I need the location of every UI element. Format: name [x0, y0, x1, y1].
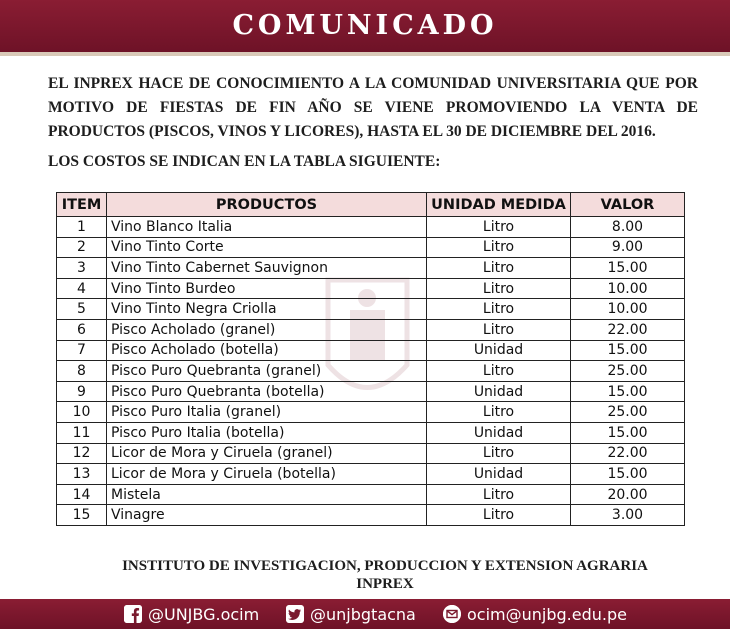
item-number-cell: 2: [57, 237, 107, 258]
product-name-cell: Licor de Mora y Ciruela (botella): [107, 464, 427, 485]
price-cell: 25.00: [571, 361, 685, 382]
unit-cell: Litro: [427, 443, 571, 464]
item-number-cell: 4: [57, 278, 107, 299]
product-name-cell: Vino Tinto Negra Criolla: [107, 299, 427, 320]
column-header-value: VALOR: [571, 193, 685, 217]
table-intro-note: LOS COSTOS SE INDICAN EN LA TABLA SIGUIENTE:: [48, 153, 441, 170]
table-body: [57, 217, 685, 526]
column-header-products: PRODUCTOS: [107, 193, 427, 217]
unit-cell: Litro: [427, 505, 571, 526]
table-row: [57, 299, 685, 320]
product-name-cell: Pisco Puro Quebranta (botella): [107, 381, 427, 402]
unit-cell: Litro: [427, 278, 571, 299]
price-cell: 15.00: [571, 464, 685, 485]
price-cell: 22.00: [571, 443, 685, 464]
item-number-cell: 14: [57, 484, 107, 505]
unit-cell: Litro: [427, 217, 571, 238]
item-number-cell: 5: [57, 299, 107, 320]
table-row: [57, 217, 685, 238]
table-row: [57, 464, 685, 485]
table-row: [57, 402, 685, 423]
item-number-cell: 1: [57, 217, 107, 238]
unit-cell: Unidad: [427, 422, 571, 443]
price-cell: 3.00: [571, 505, 685, 526]
facebook-link[interactable]: [124, 603, 259, 625]
unit-cell: Litro: [427, 361, 571, 382]
table-row: [57, 237, 685, 258]
item-number-cell: 9: [57, 381, 107, 402]
unit-cell: Unidad: [427, 464, 571, 485]
product-name-cell: Vino Tinto Corte: [107, 237, 427, 258]
institute-line-1: INSTITUTO DE INVESTIGACION, PRODUCCION Y EXTENSION AGRARIA: [122, 558, 648, 574]
table-row: [57, 484, 685, 505]
institute-line-2: INPREX: [356, 576, 414, 592]
header-banner: [0, 0, 730, 56]
price-cell: 15.00: [571, 258, 685, 279]
intro-paragraph: EL INPREX HACE DE CONOCIMIENTO A LA COMUNIDAD UNIVERSITARIA QUE POR MOTIVO DE FIESTAS DE FIN AÑO SE VIENE PROMOVIENDO LA VENTA DE PRODUCTOS (PISCOS, VINOS Y LICORES), HASTA EL 30 DE DICIEMBRE DEL 2016.: [48, 75, 698, 140]
price-cell: 8.00: [571, 217, 685, 238]
product-name-cell: Pisco Puro Italia (botella): [107, 422, 427, 443]
product-name-cell: Mistela: [107, 484, 427, 505]
email-address: ocim@unjbg.edu.pe: [467, 604, 627, 624]
table-row: [57, 319, 685, 340]
table-row: [57, 422, 685, 443]
column-header-item: ITEM: [57, 193, 107, 217]
table-row: [57, 381, 685, 402]
table-row: [57, 340, 685, 361]
table-row: [57, 443, 685, 464]
item-number-cell: 15: [57, 505, 107, 526]
twitter-link[interactable]: [286, 603, 416, 625]
product-name-cell: Vino Blanco Italia: [107, 217, 427, 238]
email-link[interactable]: [443, 603, 627, 625]
unit-cell: Litro: [427, 299, 571, 320]
unit-cell: Litro: [427, 258, 571, 279]
product-name-cell: Pisco Puro Italia (granel): [107, 402, 427, 423]
item-number-cell: 12: [57, 443, 107, 464]
table-row: [57, 258, 685, 279]
page-title: COMUNICADO: [232, 10, 498, 41]
table-row: [57, 361, 685, 382]
unit-cell: Litro: [427, 402, 571, 423]
price-cell: 10.00: [571, 278, 685, 299]
table-row: [57, 505, 685, 526]
footer-social-bar: [0, 599, 730, 629]
unit-cell: Unidad: [427, 340, 571, 361]
item-number-cell: 8: [57, 361, 107, 382]
unit-cell: Litro: [427, 237, 571, 258]
item-number-cell: 3: [57, 258, 107, 279]
institute-name: [0, 557, 730, 593]
products-price-table: [56, 192, 685, 526]
price-cell: 10.00: [571, 299, 685, 320]
twitter-handle: @unjbgtacna: [310, 604, 416, 624]
column-header-unit: UNIDAD MEDIDA: [427, 193, 571, 217]
table-row: [57, 278, 685, 299]
price-cell: 15.00: [571, 422, 685, 443]
price-cell: 20.00: [571, 484, 685, 505]
product-name-cell: Pisco Puro Quebranta (granel): [107, 361, 427, 382]
facebook-handle: @UNJBG.ocim: [148, 604, 260, 624]
table-header-row: [57, 193, 685, 217]
product-name-cell: Licor de Mora y Ciruela (granel): [107, 443, 427, 464]
product-name-cell: Vino Tinto Burdeo: [107, 278, 427, 299]
twitter-icon: [286, 605, 304, 623]
item-number-cell: 10: [57, 402, 107, 423]
product-name-cell: Pisco Acholado (botella): [107, 340, 427, 361]
price-cell: 25.00: [571, 402, 685, 423]
unit-cell: Litro: [427, 319, 571, 340]
price-cell: 15.00: [571, 381, 685, 402]
product-name-cell: Vino Tinto Cabernet Sauvignon: [107, 258, 427, 279]
email-icon: [443, 605, 461, 623]
product-name-cell: Pisco Acholado (granel): [107, 319, 427, 340]
item-number-cell: 6: [57, 319, 107, 340]
item-number-cell: 13: [57, 464, 107, 485]
product-name-cell: Vinagre: [107, 505, 427, 526]
unit-cell: Litro: [427, 484, 571, 505]
price-cell: 15.00: [571, 340, 685, 361]
price-cell: 9.00: [571, 237, 685, 258]
item-number-cell: 11: [57, 422, 107, 443]
unit-cell: Unidad: [427, 381, 571, 402]
facebook-icon: [124, 605, 142, 623]
item-number-cell: 7: [57, 340, 107, 361]
price-cell: 22.00: [571, 319, 685, 340]
